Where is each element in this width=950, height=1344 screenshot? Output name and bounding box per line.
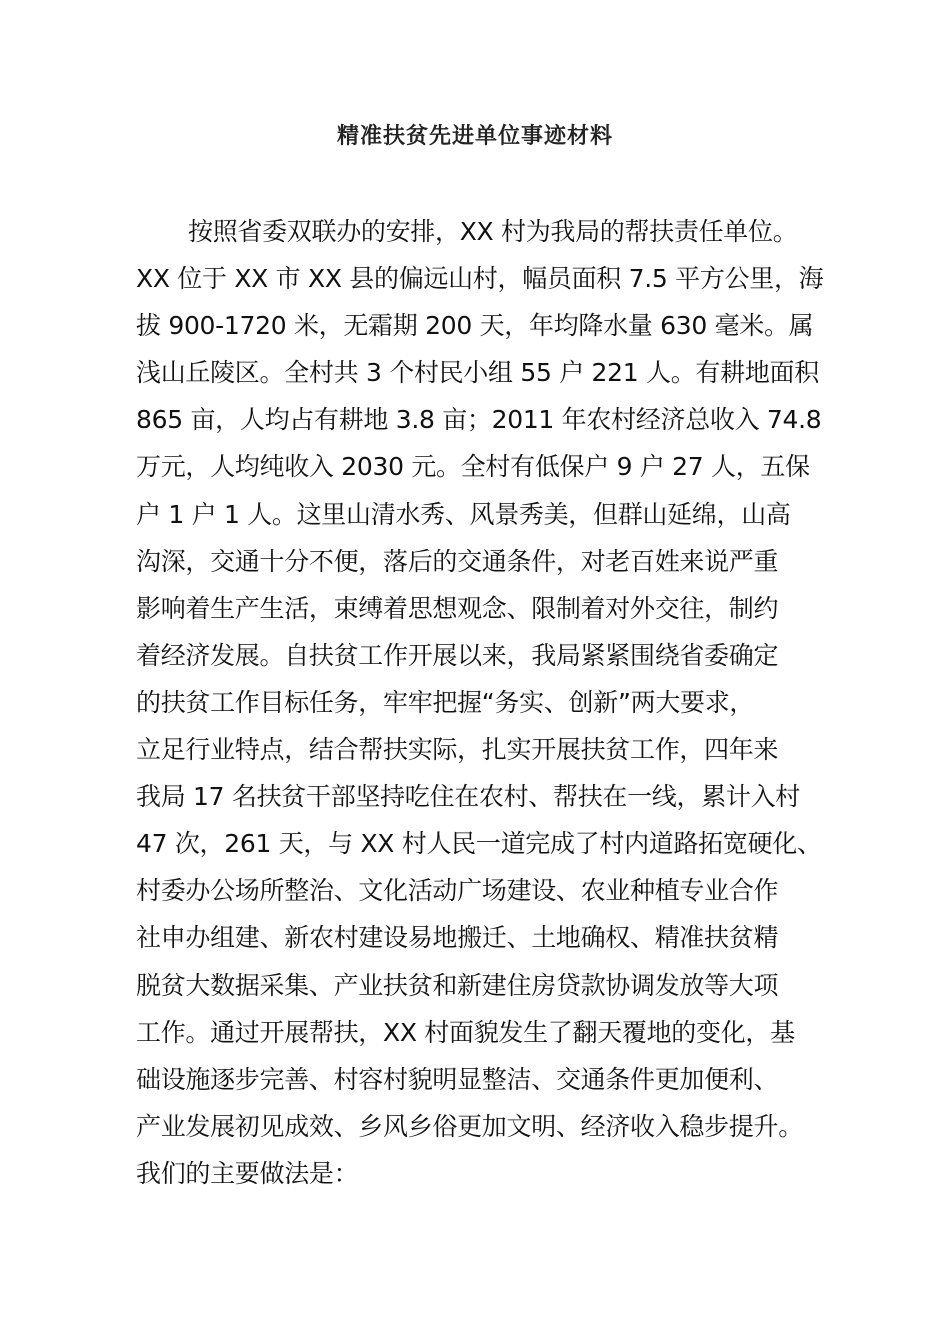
paragraph-line: 社申办组建、新农村建设易地搬迁、土地确权、精准扶贫精	[136, 923, 779, 953]
paragraph-line: 户 1 户 1 人。这里山清水秀、风景秀美，但群山延绵，山高	[136, 499, 791, 529]
paragraph-line: 影响着生产生活，束缚着思想观念、限制着对外交往，制约	[136, 593, 779, 623]
paragraph-line: 拔 900-1720 米，无霜期 200 天，年均降水量 630 毫米。属	[136, 311, 814, 341]
paragraph-line: 工作。通过开展帮扶，XX 村面貌发生了翻天覆地的变化，基	[136, 1017, 795, 1047]
paragraph-line: 村委办公场所整治、文化活动广场建设、农业种植专业合作	[136, 876, 779, 906]
paragraph-line: 着经济发展。自扶贫工作开展以来，我局紧紧围绕省委确定	[136, 640, 779, 670]
paragraph-line: 47 次，261 天，与 XX 村人民一道完成了村内道路拓宽硬化、	[136, 829, 822, 859]
body-paragraph	[136, 208, 826, 1197]
document-title: 精准扶贫先进单位事迹材料	[336, 123, 613, 149]
paragraph-line: 万元，人均纯收入 2030 元。全村有低保户 9 户 27 人，五保	[136, 452, 810, 482]
paragraph-line: 的扶贫工作目标任务，牢牢把握“务实、创新”两大要求，	[136, 687, 755, 717]
paragraph-line: 我局 17 名扶贫干部坚持吃住在农村、帮扶在一线，累计入村	[136, 782, 801, 812]
paragraph-line: 沟深，交通十分不便，落后的交通条件，对老百姓来说严重	[136, 546, 779, 576]
paragraph-line: 础设施逐步完善、村容村貌明显整洁、交通条件更加便利、	[136, 1064, 779, 1094]
paragraph-line: 按照省委双联办的安排，XX 村为我局的帮扶责任单位。	[188, 217, 798, 246]
paragraph-line: 立足行业特点，结合帮扶实际，扎实开展扶贫工作，四年来	[136, 735, 779, 765]
paragraph-line: 脱贫大数据采集、产业扶贫和新建住房贷款协调发放等大项	[136, 970, 779, 1000]
paragraph-line: 浅山丘陵区。全村共 3 个村民小组 55 户 221 人。有耕地面积	[136, 358, 819, 388]
paragraph-line: 865 亩，人均占有耕地 3.8 亩；2011 年农村经济总收入 74.8	[136, 405, 822, 435]
paragraph-line: XX 位于 XX 市 XX 县的偏远山村，幅员面积 7.5 平方公里，海	[136, 264, 824, 294]
paragraph-line: 产业发展初见成效、乡风乡俗更加文明、经济收入稳步提升。	[136, 1111, 803, 1141]
paragraph-line: 我们的主要做法是：	[136, 1158, 359, 1188]
